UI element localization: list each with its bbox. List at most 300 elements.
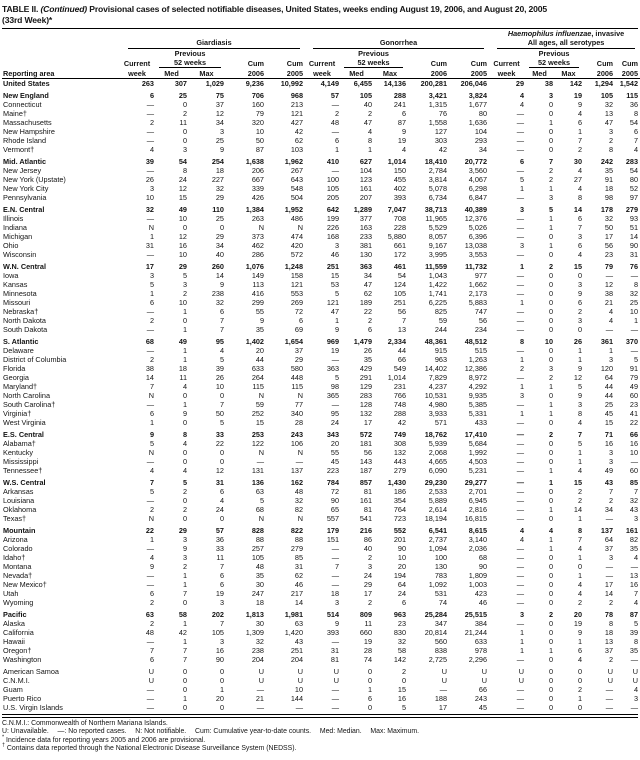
value-cell: 23	[629, 400, 639, 410]
current-week-header: Current	[123, 59, 151, 69]
table-row	[2, 232, 640, 241]
value-cell: 1	[519, 382, 525, 392]
value-cell: 1	[608, 346, 614, 356]
value-cell: 9	[334, 325, 340, 335]
value-cell: 5,078	[428, 184, 448, 194]
value-cell: 6,298	[468, 184, 488, 194]
footnote: C.N.M.I.: Commonwealth of Northern Mariana Islands.	[2, 720, 168, 728]
value-cell: 9	[401, 127, 407, 137]
value-cell: 31	[215, 478, 224, 488]
value-cell: 1	[577, 694, 583, 704]
value-cell: 122	[251, 439, 264, 449]
value-cell: 6	[577, 118, 583, 128]
table-row	[2, 580, 640, 589]
value-cell: 783	[434, 571, 448, 581]
value-cell: 74	[438, 598, 448, 608]
value-cell: 5,883	[468, 298, 488, 308]
value-cell: —	[331, 100, 340, 110]
value-cell: 0	[182, 223, 187, 233]
value-cell: U	[632, 676, 639, 686]
value-cell: 2	[149, 598, 154, 608]
value-cell: 3	[608, 127, 614, 137]
value-cell: N	[258, 448, 264, 458]
value-cell: 35	[629, 646, 639, 656]
value-cell: 4,503	[468, 457, 488, 467]
value-cell: 0	[182, 514, 187, 524]
value-cell: 572	[290, 250, 304, 260]
table-row	[2, 205, 640, 214]
disease-group-header: Gonorrhea	[305, 30, 489, 49]
value-cell: 3	[577, 280, 583, 290]
value-cell: 5,231	[468, 466, 488, 476]
value-cell: 263	[251, 214, 264, 224]
value-cell: —	[331, 400, 340, 410]
value-cell: 2	[182, 487, 187, 497]
value-cell: 243	[474, 694, 488, 704]
value-cell: 37	[604, 646, 614, 656]
value-cell: 3,560	[468, 166, 488, 176]
value-cell: 48	[330, 118, 340, 128]
value-cell: —	[630, 271, 639, 281]
value-cell: 15	[397, 685, 407, 695]
value-cell: 553	[290, 289, 304, 299]
cum-header: Cum	[596, 59, 614, 69]
value-cell: 32	[215, 184, 224, 194]
value-cell: 0	[182, 496, 187, 506]
value-cell: 6	[577, 241, 583, 251]
value-cell: —	[516, 478, 525, 488]
header-spacer	[408, 49, 449, 58]
value-cell: 90	[397, 544, 407, 554]
value-cell: —	[146, 685, 154, 695]
value-cell: 6,847	[468, 193, 488, 203]
value-cell: 2	[608, 598, 614, 608]
reporting-area-label: Washington	[3, 655, 42, 665]
value-cell: 2	[149, 355, 154, 365]
value-cell: 0	[577, 562, 583, 572]
value-cell: 4	[577, 418, 583, 428]
value-cell: 30	[573, 157, 583, 167]
value-cell: 6	[149, 589, 154, 599]
med-header: Med	[341, 68, 374, 79]
reporting-area-label: New York (Upstate)	[3, 175, 66, 185]
value-cell: 0	[182, 598, 187, 608]
value-cell: 93	[629, 214, 639, 224]
value-cell: 1,422	[428, 280, 448, 290]
value-cell: 462	[251, 241, 264, 251]
value-cell: 423	[474, 589, 488, 599]
value-cell: —	[516, 193, 525, 203]
value-cell: 3	[334, 241, 340, 251]
value-cell: 13	[629, 571, 639, 581]
table-row	[2, 553, 640, 562]
notifiable-diseases-table	[2, 30, 640, 712]
value-cell: —	[516, 250, 525, 260]
header-spacer	[120, 49, 156, 58]
value-cell: 1	[182, 346, 187, 356]
value-cell: 85	[629, 478, 639, 488]
value-cell: 0	[548, 439, 554, 449]
reporting-area-label: District of Columbia	[3, 355, 67, 365]
value-cell: 2,725	[428, 655, 448, 665]
value-cell: 643	[290, 175, 304, 185]
value-cell: 4	[633, 598, 639, 608]
reporting-area-label: Virginia†	[3, 409, 32, 419]
value-cell: 1,315	[428, 100, 448, 110]
table-row	[2, 157, 640, 166]
reporting-area-label: New York City	[3, 184, 49, 194]
value-cell: 66	[478, 685, 488, 695]
value-cell: 2	[149, 619, 154, 629]
value-cell: 150	[393, 166, 407, 176]
value-cell: 5,026	[468, 223, 488, 233]
value-cell: 132	[359, 409, 373, 419]
value-cell: 9	[577, 100, 583, 110]
value-cell: 1,402	[245, 337, 264, 347]
value-cell: 34	[363, 271, 373, 281]
value-cell: 4	[149, 466, 154, 476]
table-row	[2, 400, 640, 409]
value-cell: 43	[294, 637, 304, 647]
value-cell: 23	[604, 250, 614, 260]
value-cell: —	[516, 307, 525, 317]
table-row	[2, 241, 640, 250]
value-cell: —	[630, 457, 639, 467]
value-cell: 149	[251, 271, 264, 281]
value-cell: 4	[577, 580, 583, 590]
value-cell: 809	[359, 610, 373, 620]
value-cell: N	[297, 223, 304, 233]
value-cell: 244	[434, 325, 448, 335]
value-cell: 3	[182, 553, 187, 563]
value-cell: 0	[548, 232, 554, 242]
value-cell: 9	[219, 145, 224, 155]
value-cell: 10,531	[424, 391, 448, 401]
value-cell: 0	[577, 703, 583, 713]
value-cell: 43	[604, 478, 614, 488]
value-cell: 4	[367, 127, 373, 137]
value-cell: —	[516, 598, 525, 608]
value-cell: 0	[548, 562, 554, 572]
value-cell: 227	[211, 175, 224, 185]
value-cell: 50	[255, 136, 264, 146]
value-cell: 283	[625, 157, 639, 167]
value-cell: 0	[548, 703, 554, 713]
value-cell: 181	[359, 439, 373, 449]
value-cell: 79	[604, 262, 614, 272]
value-cell: 2,036	[468, 544, 488, 554]
value-cell: —	[146, 325, 154, 335]
value-cell: 10	[397, 553, 407, 563]
value-cell: —	[516, 685, 525, 695]
value-cell: N	[258, 391, 264, 401]
value-cell: 15	[573, 262, 583, 272]
value-cell: 158	[290, 271, 304, 281]
value-cell: 8	[633, 109, 639, 119]
value-cell: 0	[219, 391, 224, 401]
value-cell: 11	[216, 553, 224, 563]
value-cell: 7	[334, 562, 340, 572]
value-cell: 2	[149, 316, 154, 326]
value-cell: 706	[251, 91, 264, 101]
value-cell: 339	[251, 184, 264, 194]
value-cell: 0	[401, 676, 407, 686]
value-cell: —	[516, 136, 525, 146]
value-cell: 0	[182, 685, 187, 695]
table-header	[2, 30, 640, 79]
value-cell: 19	[363, 637, 373, 647]
value-cell: 0	[548, 628, 554, 638]
value-cell: 115	[291, 382, 304, 392]
value-cell: 1	[548, 241, 554, 251]
value-cell: 2	[367, 109, 373, 119]
value-cell: 105	[211, 628, 224, 638]
value-cell: 238	[251, 646, 264, 656]
table-row	[2, 703, 640, 712]
value-cell: 103	[290, 145, 304, 155]
value-cell: 7	[182, 589, 187, 599]
value-cell: 0	[182, 667, 187, 677]
value-cell: 4	[577, 109, 583, 119]
value-cell: 7	[219, 562, 224, 572]
value-cell: 35	[255, 571, 264, 581]
table-row	[2, 355, 640, 364]
value-cell: 1,542	[619, 79, 639, 89]
table-row	[2, 136, 640, 145]
value-cell: 202	[211, 610, 224, 620]
value-cell: 17	[363, 418, 373, 428]
value-cell: —	[516, 514, 525, 524]
value-cell: 44	[255, 355, 264, 365]
value-cell: 1	[182, 619, 187, 629]
reporting-area-label: Arizona	[3, 535, 28, 545]
value-cell: N	[258, 223, 264, 233]
table-row	[2, 610, 640, 619]
table-row	[2, 466, 640, 475]
value-cell: —	[146, 346, 154, 356]
value-cell: 0	[548, 391, 554, 401]
value-cell: —	[516, 487, 525, 497]
value-cell: 57	[215, 526, 224, 536]
value-cell: —	[605, 271, 614, 281]
value-cell: 5	[149, 487, 154, 497]
value-cell: 3	[182, 280, 187, 290]
value-cell: 10	[215, 382, 224, 392]
value-cell: 49	[178, 205, 187, 215]
value-cell: 963	[393, 610, 407, 620]
table-row	[2, 307, 640, 316]
reporting-area-label: Montana	[3, 562, 32, 572]
value-cell: 3	[367, 562, 373, 572]
value-cell: 74	[363, 655, 373, 665]
header-spacer	[449, 49, 489, 58]
value-cell: 0	[367, 676, 373, 686]
value-cell: 3	[548, 91, 554, 101]
value-cell: 0	[577, 667, 583, 677]
reporting-area-label: Ohio	[3, 241, 19, 251]
value-cell: 90	[330, 496, 340, 506]
value-cell: 6,541	[428, 526, 448, 536]
value-cell: 2	[548, 262, 554, 272]
value-cell: 3,933	[428, 409, 448, 419]
value-cell: 18	[255, 598, 264, 608]
value-cell: 0	[548, 448, 554, 458]
value-cell: —	[516, 448, 525, 458]
value-cell: 51	[629, 223, 639, 233]
value-cell: 6	[149, 409, 154, 419]
value-cell: 572	[359, 430, 373, 440]
value-cell: 1	[548, 646, 554, 656]
value-cell: 7	[633, 487, 639, 497]
value-cell: 365	[326, 391, 340, 401]
value-cell: 88	[255, 535, 264, 545]
value-cell: 7	[182, 655, 187, 665]
value-cell: —	[516, 703, 525, 713]
footnotes	[2, 720, 638, 753]
value-cell: 548	[290, 184, 304, 194]
value-cell: 115	[252, 382, 264, 392]
week-header: week	[120, 68, 156, 79]
value-cell: 749	[393, 430, 407, 440]
value-cell: 161	[359, 496, 373, 506]
value-cell: 29,230	[424, 478, 448, 488]
value-cell: 32	[397, 637, 407, 647]
value-cell: 1,076	[245, 262, 264, 272]
table-row	[2, 628, 640, 637]
value-cell: 1	[548, 223, 554, 233]
value-cell: 6	[633, 127, 639, 137]
value-cell: 186	[393, 487, 407, 497]
value-cell: 12	[215, 466, 224, 476]
value-cell: 0	[548, 298, 554, 308]
value-cell: 124	[393, 280, 407, 290]
value-cell: —	[516, 553, 525, 563]
value-cell: 168	[326, 232, 340, 242]
value-cell: 40	[363, 100, 373, 110]
value-cell: 1	[149, 535, 154, 545]
reporting-area-label: United States	[3, 79, 50, 89]
value-cell: 2	[608, 136, 614, 146]
value-cell: 247	[251, 589, 264, 599]
value-cell: U	[518, 676, 525, 686]
value-cell: 16	[629, 439, 639, 449]
value-cell: 29	[294, 355, 304, 365]
table-row	[2, 685, 640, 694]
reporting-area-label: C.N.M.I.	[3, 676, 30, 686]
reporting-area-label: Maine†	[3, 109, 27, 119]
value-cell: 0	[182, 703, 187, 713]
value-cell: 3	[633, 694, 639, 704]
value-cell: 82	[294, 505, 304, 515]
value-cell: 0	[548, 325, 554, 335]
value-cell: 60	[629, 466, 639, 476]
reporting-area-label: Nevada†	[3, 571, 33, 581]
value-cell: 47	[363, 118, 373, 128]
value-cell: —	[516, 346, 525, 356]
reporting-area-label: Missouri	[3, 298, 31, 308]
value-cell: 127	[434, 127, 448, 137]
value-cell: 3	[219, 637, 224, 647]
reporting-area-label: Connecticut	[3, 100, 42, 110]
value-cell: 9	[577, 364, 583, 374]
value-cell: 39	[629, 628, 639, 638]
value-cell: 4,665	[428, 457, 448, 467]
value-cell: 179	[326, 526, 340, 536]
value-cell: 20,814	[424, 628, 448, 638]
value-cell: —	[516, 223, 525, 233]
value-cell: 7	[182, 646, 187, 656]
value-cell: 0	[548, 289, 554, 299]
value-cell: 78	[604, 610, 614, 620]
value-cell: 226	[326, 223, 340, 233]
value-cell: U	[148, 667, 154, 677]
reporting-area-label: Mountain	[3, 526, 36, 536]
value-cell: 2	[149, 118, 154, 128]
value-cell: 44	[604, 391, 614, 401]
value-cell: 0	[548, 109, 554, 119]
table-row	[2, 496, 640, 505]
value-cell: 32	[145, 205, 154, 215]
value-cell: 14	[604, 589, 614, 599]
disease-group-row	[2, 30, 640, 49]
value-cell: 0	[548, 250, 554, 260]
week-header: week	[305, 68, 341, 79]
value-cell: 766	[393, 391, 407, 401]
value-cell: 9	[219, 280, 224, 290]
value-cell: 10	[178, 250, 187, 260]
value-cell: 128	[359, 400, 373, 410]
value-cell: 81	[363, 505, 373, 515]
table-row	[2, 325, 640, 334]
value-cell: 29	[515, 79, 525, 89]
value-cell: 4	[519, 526, 525, 536]
value-cell: —	[146, 307, 154, 317]
value-cell: 5	[548, 205, 554, 215]
value-cell: 1	[548, 214, 554, 224]
cum-header: Cum	[430, 59, 448, 69]
value-cell: N	[148, 391, 154, 401]
value-cell: 40	[363, 544, 373, 554]
reporting-area-label: W.S. Central	[3, 478, 46, 488]
value-cell: 35	[604, 166, 614, 176]
value-cell: 2	[367, 553, 373, 563]
value-cell: 8	[182, 430, 187, 440]
value-cell: 7	[577, 535, 583, 545]
value-cell: 3	[149, 184, 154, 194]
value-cell: 22	[363, 307, 373, 317]
table-row	[2, 667, 640, 676]
value-cell: 7	[219, 316, 224, 326]
value-cell: 3	[219, 127, 224, 137]
value-cell: 416	[251, 289, 264, 299]
value-cell: 3	[577, 316, 583, 326]
value-cell: 87	[629, 610, 639, 620]
value-cell: 0	[548, 667, 554, 677]
table-row	[2, 223, 640, 232]
value-cell: 0	[548, 346, 554, 356]
value-cell: 253	[251, 430, 264, 440]
value-cell: 16	[178, 241, 187, 251]
value-cell: 4,067	[468, 175, 488, 185]
value-cell: —	[630, 655, 639, 665]
value-cell: 45	[330, 457, 340, 467]
reporting-area-label: Guam	[3, 685, 23, 695]
value-cell: 242	[600, 157, 614, 167]
value-cell: 32	[255, 637, 264, 647]
value-cell: —	[146, 580, 154, 590]
value-cell: 7	[577, 223, 583, 233]
table-row	[2, 694, 640, 703]
